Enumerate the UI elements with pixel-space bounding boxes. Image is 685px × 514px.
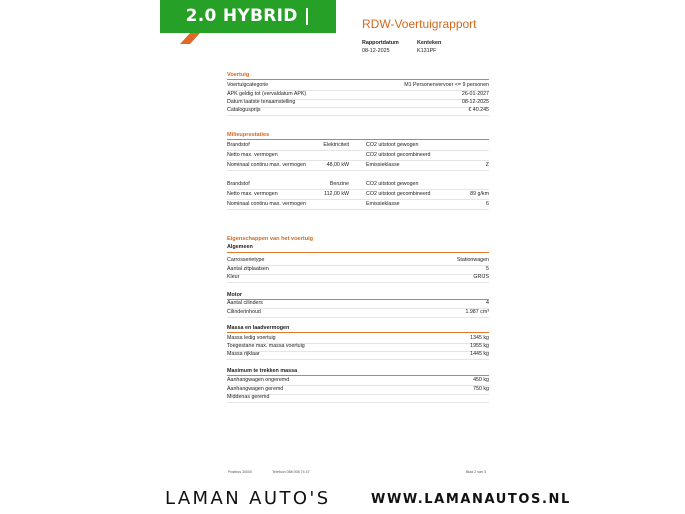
section-divider	[227, 139, 489, 140]
report-date-label: Rapportdatum	[362, 40, 399, 46]
row-label: Netto max. vermogen	[227, 152, 278, 158]
row-label-2: CO2 uitstoot gewogen	[366, 181, 419, 187]
row-value: € 40.245	[468, 107, 489, 113]
row-value: 1955 kg	[470, 343, 489, 349]
row-label: Cilinderinhoud	[227, 309, 261, 315]
subsection-title-trekken: Maximum te trekken massa	[227, 368, 298, 374]
row-label: Catalogusprijs	[227, 107, 261, 113]
row-value: 1445 kg	[470, 351, 489, 357]
section-title-eigenschappen: Eigenschappen van het voertuig	[227, 236, 314, 242]
table-row	[227, 106, 489, 116]
row-label: Aantal zitplaatsen	[227, 266, 269, 272]
row-label: Nominaal continu max. vermogen	[227, 201, 306, 207]
row-label: Netto max. vermogen	[227, 191, 278, 197]
row-value: 450 kg	[473, 377, 489, 383]
row-value: 48,00 kW	[326, 162, 349, 168]
row-label: Massa ledig voertuig	[227, 335, 276, 341]
section-title-voertuig: Voertuig	[227, 72, 250, 78]
brand-logo-text: LAMAN AUTO'S	[165, 488, 331, 509]
row-label: Carrosserietype	[227, 257, 265, 263]
row-value: 1345 kg	[470, 335, 489, 341]
row-label: Brandstof	[227, 181, 250, 187]
table-row	[227, 200, 489, 210]
row-label-2: CO2 uitstoot gewogen	[366, 142, 419, 148]
row-label-2: CO2 uitstoot gecombineerd	[366, 152, 431, 158]
row-value: 112,00 kW	[324, 191, 349, 197]
section-divider	[227, 79, 489, 80]
footer-postbus: Postbus 30000	[228, 470, 252, 474]
row-value: 5	[486, 266, 489, 272]
section-title-milieu: Milieuprestaties	[227, 132, 270, 138]
footer-telefoon: Telefoon 088 008 74 47	[272, 470, 310, 474]
row-value: GRIJS	[473, 274, 489, 280]
row-value: 4	[486, 300, 489, 306]
brand-website: WWW.LAMANAUTOS.NL	[371, 492, 571, 507]
table-row	[227, 180, 489, 190]
subsection-title-massa: Massa en laadvermogen	[227, 325, 290, 331]
row-value: Benzine	[329, 181, 349, 187]
table-row	[227, 273, 489, 283]
orange-logo-icon	[178, 31, 202, 45]
table-row	[227, 161, 489, 171]
row-label-2: Emissieklasse	[366, 162, 400, 168]
report-title: RDW-Voertuigrapport	[362, 17, 477, 31]
row-label: Aanhangwagen geremd	[227, 386, 284, 392]
row-label-2: Emissieklasse	[366, 201, 400, 207]
row-label: Voertuigcategorie	[227, 82, 269, 88]
row-value: Stationwagen	[456, 257, 489, 263]
row-value: M1 Personenvervoer <= 9 personen	[404, 82, 489, 88]
row-value-2: 89 g/km	[470, 191, 489, 197]
row-label: Kleur	[227, 274, 240, 280]
row-label: Aanhangwagen ongeremd	[227, 377, 290, 383]
table-row	[227, 393, 489, 403]
section-divider	[227, 332, 489, 333]
row-value-2: 6	[486, 201, 489, 207]
row-value: 1.987 cm³	[465, 309, 489, 315]
row-label: Brandstof	[227, 142, 250, 148]
row-value: 26-01-2027	[461, 91, 489, 97]
subsection-title-algemeen: Algemeen	[227, 244, 253, 250]
plate-value: K131PF	[417, 48, 437, 54]
row-label: Toegestane max. massa voertuig	[227, 343, 305, 349]
table-row	[227, 141, 489, 151]
promo-banner: 2.0 HYBRID | CARPLAY	[160, 0, 336, 33]
row-label: Nominaal continu max. vermogen	[227, 162, 306, 168]
footer-page: Blad 2 van 3	[466, 470, 486, 474]
row-label: Datum laatste tenaamstelling	[227, 99, 296, 105]
row-label: Aantal cilinders	[227, 300, 263, 306]
row-value: Elektriciteit	[323, 142, 349, 148]
table-row	[227, 151, 489, 161]
table-row	[227, 350, 489, 360]
row-label-2: CO2 uitstoot gecombineerd	[366, 191, 431, 197]
row-label: APK geldig tot (vervaldatum APK)	[227, 91, 307, 97]
row-value: 750 kg	[473, 386, 489, 392]
row-value-2: Z	[485, 162, 489, 168]
table-row	[227, 308, 489, 318]
section-divider	[227, 252, 489, 253]
subsection-title-motor: Motor	[227, 292, 242, 298]
report-date-value: 08-12-2025	[362, 48, 390, 54]
row-value: 08-12-2025	[461, 99, 489, 105]
row-label: Middenas geremd	[227, 394, 270, 400]
table-row	[227, 190, 489, 200]
row-label: Massa rijklaar	[227, 351, 260, 357]
plate-label: Kenteken	[417, 40, 442, 46]
